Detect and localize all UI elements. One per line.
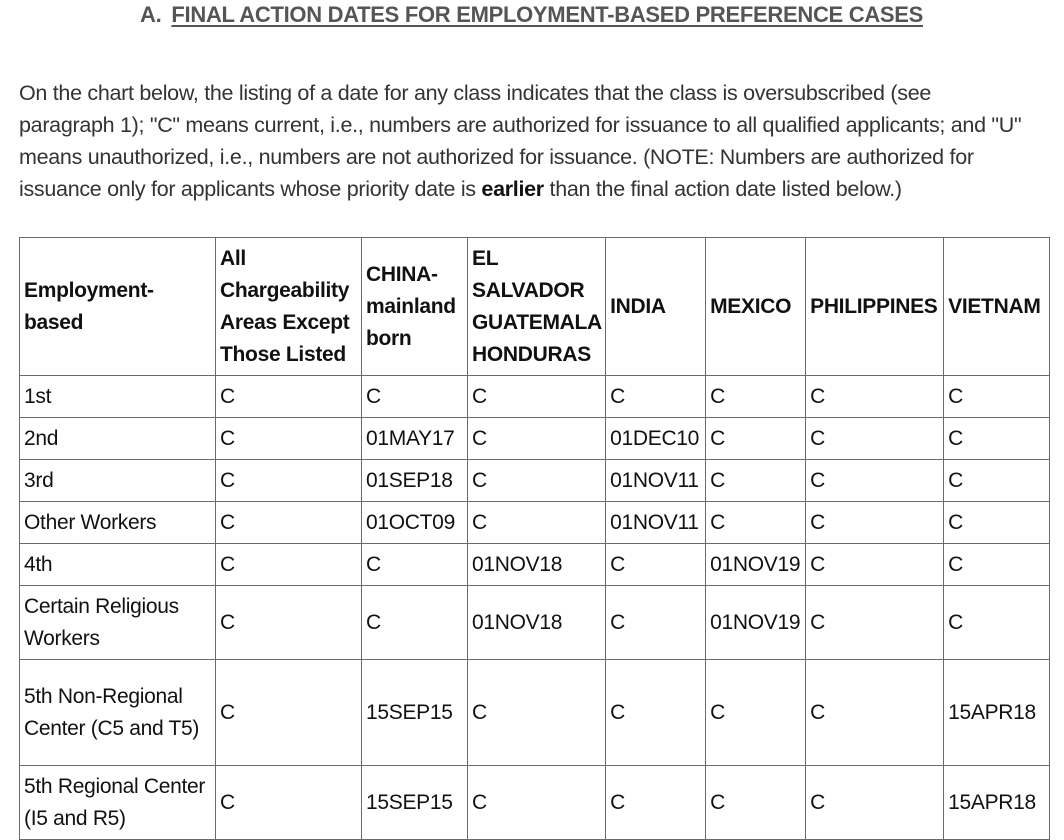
- cell-china: 15SEP15: [362, 766, 468, 840]
- section-heading: [140, 0, 923, 30]
- cell-china: 01OCT09: [362, 502, 468, 544]
- cell-vietnam: 15APR18: [944, 766, 1050, 840]
- cell-el-salvador: C: [468, 766, 606, 840]
- table-row: [20, 544, 1050, 586]
- cell-all-chargeability: C: [216, 502, 362, 544]
- cell-vietnam: C: [944, 376, 1050, 418]
- cell-india: C: [606, 544, 706, 586]
- cell-philippines: C: [806, 544, 944, 586]
- cell-vietnam: C: [944, 586, 1050, 660]
- column-header-india: INDIA: [606, 238, 706, 376]
- cell-india: C: [606, 586, 706, 660]
- column-header-el-salvador: EL SALVADOR GUATEMALA HONDURAS: [468, 238, 606, 376]
- cell-china: 01MAY17: [362, 418, 468, 460]
- cell-philippines: C: [806, 660, 944, 766]
- cell-india: 01DEC10: [606, 418, 706, 460]
- cell-india: 01NOV11: [606, 502, 706, 544]
- table-header-row: [20, 238, 1050, 376]
- cell-india: C: [606, 376, 706, 418]
- row-category: 5th Non-Regional Center (C5 and T5): [20, 660, 216, 766]
- cell-el-salvador: C: [468, 460, 606, 502]
- final-action-dates-table: [19, 237, 1050, 840]
- intro-text: On the chart below, the listing of a date for any class indicates that the class is oversubscribed (see paragraph 1); "C" means current, i.e., numbers are authorized for issuance to all qualified applicants; and "U" means unauthorized, i.e., numbers are not authorized for issuance. (NOTE: Numbers are authorized for issuance only for applicants whose priority date is: [19, 80, 1022, 201]
- column-header-employment-based: Employment-based: [20, 238, 216, 376]
- cell-philippines: C: [806, 418, 944, 460]
- table-row: [20, 660, 1050, 766]
- column-header-vietnam: VIETNAM: [944, 238, 1050, 376]
- cell-mexico: C: [706, 460, 806, 502]
- cell-china: 01SEP18: [362, 460, 468, 502]
- intro-paragraph: [19, 77, 1029, 205]
- cell-all-chargeability: C: [216, 544, 362, 586]
- cell-mexico: 01NOV19: [706, 544, 806, 586]
- cell-philippines: C: [806, 586, 944, 660]
- cell-china: C: [362, 586, 468, 660]
- row-category: Certain Religious Workers: [20, 586, 216, 660]
- row-category: 4th: [20, 544, 216, 586]
- cell-mexico: C: [706, 660, 806, 766]
- cell-india: C: [606, 766, 706, 840]
- section-title: FINAL ACTION DATES FOR EMPLOYMENT-BASED PREFERENCE CASES: [171, 2, 924, 27]
- cell-vietnam: 15APR18: [944, 660, 1050, 766]
- table-row: [20, 766, 1050, 840]
- cell-vietnam: C: [944, 460, 1050, 502]
- row-category: 1st: [20, 376, 216, 418]
- cell-mexico: C: [706, 418, 806, 460]
- cell-all-chargeability: C: [216, 460, 362, 502]
- cell-all-chargeability: C: [216, 586, 362, 660]
- column-header-philippines: PHILIPPINES: [806, 238, 944, 376]
- cell-all-chargeability: C: [216, 376, 362, 418]
- cell-china: C: [362, 544, 468, 586]
- cell-el-salvador: 01NOV18: [468, 544, 606, 586]
- intro-text-end: than the final action date listed below.): [543, 176, 902, 201]
- cell-china: C: [362, 376, 468, 418]
- cell-philippines: C: [806, 376, 944, 418]
- table-row: [20, 460, 1050, 502]
- column-header-mexico: MEXICO: [706, 238, 806, 376]
- table-row: [20, 586, 1050, 660]
- column-header-china: CHINA-mainland born: [362, 238, 468, 376]
- table-row: [20, 418, 1050, 460]
- row-category: 2nd: [20, 418, 216, 460]
- cell-all-chargeability: C: [216, 766, 362, 840]
- intro-emphasis: earlier: [481, 176, 544, 201]
- cell-india: 01NOV11: [606, 460, 706, 502]
- section-letter: A.: [140, 2, 162, 27]
- cell-el-salvador: C: [468, 660, 606, 766]
- row-category: 3rd: [20, 460, 216, 502]
- cell-el-salvador: C: [468, 502, 606, 544]
- cell-all-chargeability: C: [216, 660, 362, 766]
- column-header-all-chargeability: All Chargeability Areas Except Those Listed: [216, 238, 362, 376]
- cell-vietnam: C: [944, 502, 1050, 544]
- row-category: 5th Regional Center (I5 and R5): [20, 766, 216, 840]
- table-row: [20, 502, 1050, 544]
- cell-el-salvador: C: [468, 376, 606, 418]
- cell-el-salvador: C: [468, 418, 606, 460]
- cell-mexico: C: [706, 502, 806, 544]
- table-row: [20, 376, 1050, 418]
- cell-mexico: C: [706, 766, 806, 840]
- cell-philippines: C: [806, 766, 944, 840]
- cell-all-chargeability: C: [216, 418, 362, 460]
- cell-india: C: [606, 660, 706, 766]
- cell-mexico: C: [706, 376, 806, 418]
- cell-philippines: C: [806, 502, 944, 544]
- cell-china: 15SEP15: [362, 660, 468, 766]
- cell-el-salvador: 01NOV18: [468, 586, 606, 660]
- cell-vietnam: C: [944, 544, 1050, 586]
- row-category: Other Workers: [20, 502, 216, 544]
- cell-philippines: C: [806, 460, 944, 502]
- cell-mexico: 01NOV19: [706, 586, 806, 660]
- cell-vietnam: C: [944, 418, 1050, 460]
